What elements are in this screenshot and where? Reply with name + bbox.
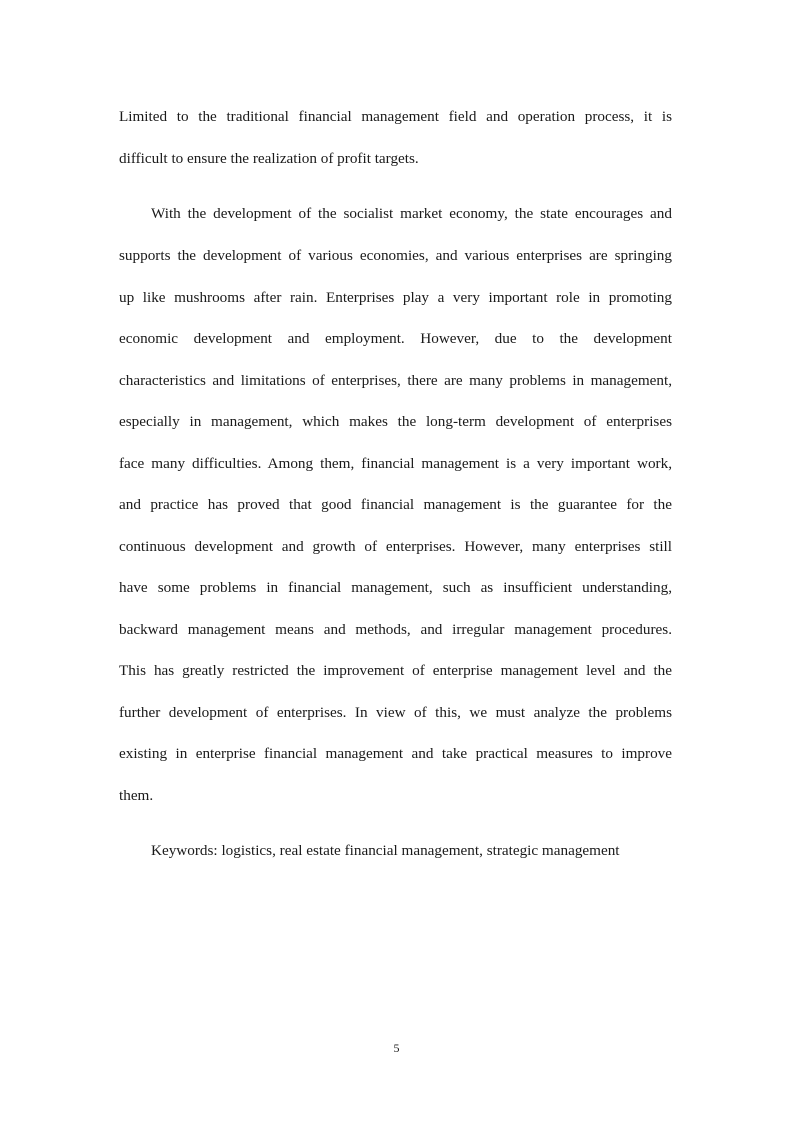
paragraph-2-line-4: economic development and employment. However, due to the development	[119, 330, 672, 347]
paragraph-2-line-5: characteristics and limitations of enterprises, there are many problems in management,	[119, 372, 672, 389]
paragraph-2-line-9: continuous development and growth of enterprises. However, many enterprises still	[119, 538, 672, 555]
paragraph-2-line-2: supports the development of various economies, and various enterprises are springing	[119, 247, 672, 264]
page-number: 5	[393, 1041, 400, 1055]
paragraph-1-line-2: difficult to ensure the realization of profit targets.	[119, 150, 419, 167]
paragraph-2-line-11: backward management means and methods, and irregular management procedures.	[119, 621, 672, 638]
keywords-line: Keywords: logistics, real estate financial management, strategic management	[151, 842, 620, 859]
paragraph-2-line-14: existing in enterprise financial management and take practical measures to improve	[119, 745, 672, 762]
paragraph-2-line-1: With the development of the socialist market economy, the state encourages and	[151, 205, 672, 222]
paragraph-2-line-15: them.	[119, 787, 154, 804]
paragraph-1-line-1: Limited to the traditional financial management field and operation process, it is	[119, 108, 672, 125]
paragraph-2-line-6: especially in management, which makes the long-term development of enterprises	[119, 413, 672, 430]
paragraph-2-line-13: further development of enterprises. In view of this, we must analyze the problems	[119, 704, 672, 721]
paragraph-2-line-7: face many difficulties. Among them, financial management is a very important work,	[119, 455, 672, 472]
paragraph-2-line-10: have some problems in financial management, such as insufficient understanding,	[119, 579, 672, 596]
paragraph-2-line-8: and practice has proved that good financial management is the guarantee for the	[119, 496, 672, 513]
paragraph-2-line-3: up like mushrooms after rain. Enterprises play a very important role in promoting	[119, 289, 672, 306]
paragraph-2-line-12: This has greatly restricted the improvement of enterprise management level and the	[119, 662, 672, 679]
